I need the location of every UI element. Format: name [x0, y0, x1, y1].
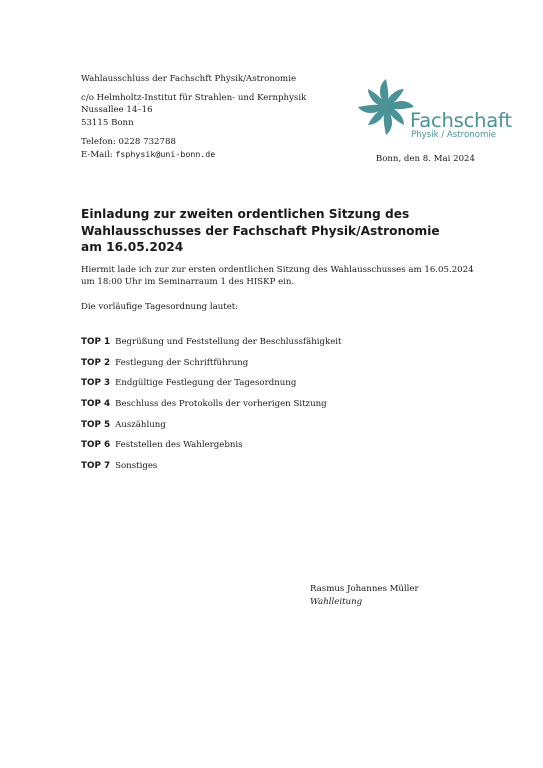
sender-block	[81, 73, 341, 161]
sender-email: fsphysik@uni-bonn.de	[115, 149, 216, 160]
agenda-item-number: TOP 3	[81, 378, 111, 389]
logo-title: Fachschaft	[410, 109, 512, 132]
agenda-item-text: Feststellen des Wahlergebnis	[115, 440, 243, 451]
agenda-item-text: Sonstiges	[115, 461, 158, 472]
agenda-item	[81, 337, 481, 358]
agenda-item-text: Auszählung	[115, 419, 166, 430]
agenda-item-number: TOP 2	[81, 357, 111, 368]
agenda-item	[81, 358, 481, 379]
signature-name: Rasmus Johannes Müller	[310, 584, 419, 594]
intro-paragraph: Hiermit lade ich zur zur ersten ordentlichen Sitzung des Wahlausschusses am 16.05.2024 um 18:00 Uhr im Seminarraum 1 des HISKP ein.	[81, 265, 474, 287]
agenda-item	[81, 440, 481, 461]
sender-phone: Telefon: 0228 732788	[81, 136, 176, 147]
sender-address-line1: c/o Helmholtz-Institut für Strahlen- und Kernphysik	[81, 93, 307, 104]
logo-subtitle: Physik / Astronomie	[411, 130, 496, 140]
agenda-item-text: Endgültige Festlegung der Tagesordnung	[115, 378, 297, 389]
signature-block	[310, 583, 419, 608]
sender-address-line2: Nussallee 14–16	[81, 105, 153, 116]
agenda-list	[81, 337, 481, 482]
letter-title: Einladung zur zweiten ordentlichen Sitzung des Wahlausschusses der Fachschaft Physik/Astronomie am 16.05.2024	[81, 207, 440, 254]
agenda-item-number: TOP 6	[81, 440, 111, 451]
agenda-item	[81, 420, 481, 441]
agenda-item	[81, 461, 481, 482]
letter-date: Bonn, den 8. Mai 2024	[375, 154, 475, 164]
agenda-item-number: TOP 4	[81, 399, 111, 410]
agenda-intro: Die vorläufige Tagesordnung lautet:	[81, 302, 239, 312]
signature-role: Wahlleitung	[310, 596, 363, 607]
sender-organization: Wahlausschluss der Fachschft Physik/Astronomie	[81, 74, 297, 84]
agenda-item	[81, 378, 481, 399]
sender-email-label: E-Mail:	[81, 150, 113, 161]
agenda-item-text: Begrüßung und Feststellung der Beschlussfähigkeit	[115, 337, 342, 347]
agenda-item-number: TOP 5	[81, 419, 111, 430]
sender-email-line	[81, 148, 341, 161]
agenda-item	[81, 399, 481, 420]
sender-address-line3: 53115 Bonn	[81, 117, 134, 128]
agenda-item-text: Festlegung der Schriftführung	[115, 357, 249, 368]
agenda-item-number: TOP 7	[81, 461, 111, 472]
agenda-item-text: Beschluss des Protokolls der vorherigen Sitzung	[115, 399, 327, 410]
agenda-item-number: TOP 1	[81, 337, 111, 347]
